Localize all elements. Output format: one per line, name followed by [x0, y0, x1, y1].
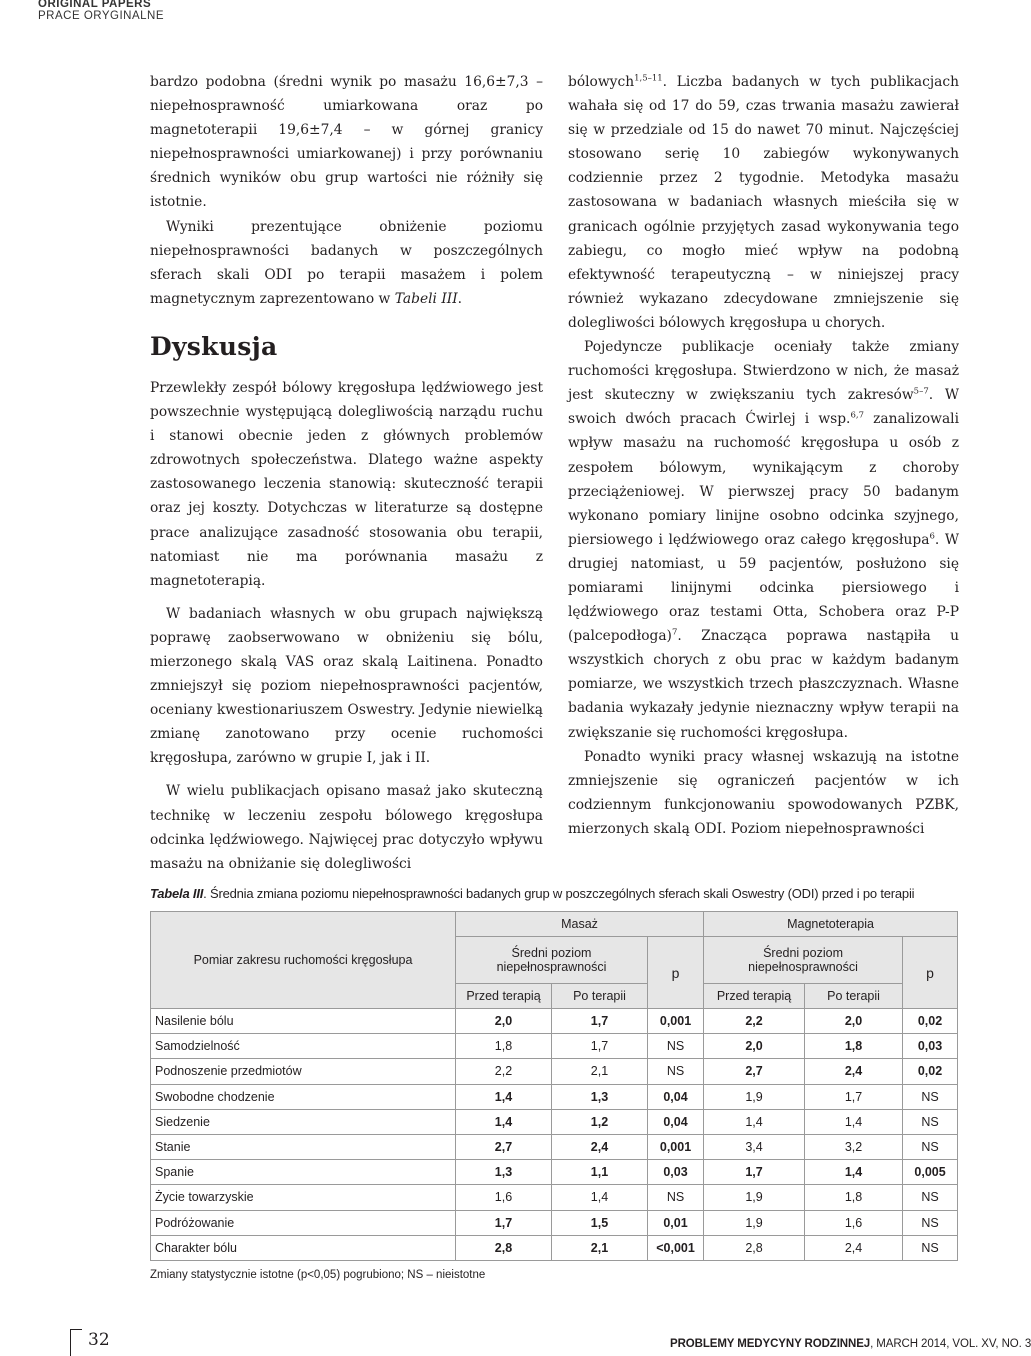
paragraph: [568, 335, 959, 745]
paragraph-text: Pojedyncze publikacje oceniały także zmiany ruchomości kręgosłupa. Stwierdzono w nich, że masaż jest skuteczny w zwiększaniu tych zakresów: [568, 339, 959, 404]
table-cell: 1,7: [456, 1210, 552, 1235]
table-row: [151, 1134, 958, 1159]
table-cell: 2,1: [552, 1235, 648, 1260]
column-header-after: Po terapii: [805, 984, 903, 1009]
row-label: Stanie: [151, 1134, 456, 1159]
table-cell: 2,4: [552, 1134, 648, 1159]
table-row: [151, 1059, 958, 1084]
column-header-mean-level: Średni poziom niepełnosprawności: [456, 937, 648, 984]
page-number: 32: [88, 1330, 110, 1350]
table-cell: NS: [648, 1034, 704, 1059]
table-cell: 1,6: [805, 1210, 903, 1235]
table-cell: 2,8: [704, 1235, 805, 1260]
table-cell: 1,5: [552, 1210, 648, 1235]
row-label: Podróżowanie: [151, 1210, 456, 1235]
table-cell: 1,3: [552, 1084, 648, 1109]
table-cell: 0,04: [648, 1084, 704, 1109]
column-header-before: Przed terapią: [704, 984, 805, 1009]
table-cell: NS: [648, 1059, 704, 1084]
table-cell: 0,005: [903, 1160, 958, 1185]
table-cell: 0,001: [648, 1009, 704, 1034]
table-cell: 1,9: [704, 1084, 805, 1109]
paragraph-text: . W swoich dwóch pracach Ćwirlej i wsp.: [568, 387, 960, 428]
header-section-pl: PRACE ORYGINALNE: [38, 10, 165, 22]
table-cell: 2,1: [552, 1059, 648, 1084]
table-row: [151, 1034, 958, 1059]
group-header-magnetotherapy: Magnetoterapia: [704, 912, 958, 937]
table-cell: 2,0: [805, 1009, 903, 1034]
citation: 5–7: [913, 386, 929, 397]
column-header-p: p: [903, 937, 958, 1009]
column-header-measure: Pomiar zakresu ruchomości kręgosłupa: [151, 912, 456, 1009]
table-caption-label: Tabela III: [150, 886, 204, 901]
table-cell: 1,8: [805, 1034, 903, 1059]
journal-issue: , MARCH 2014, VOL. XV, NO. 3: [870, 1338, 1031, 1350]
table-row: [151, 1210, 958, 1235]
table-cell: 2,7: [456, 1134, 552, 1159]
table-cell: <0,001: [648, 1235, 704, 1260]
column-header-after: Po terapii: [552, 984, 648, 1009]
table-cell: 1,1: [552, 1160, 648, 1185]
table-cell: 0,02: [903, 1059, 958, 1084]
group-header-massage: Masaż: [456, 912, 704, 937]
column-header-p: p: [648, 937, 704, 1009]
table-cell: 2,2: [456, 1059, 552, 1084]
table-cell: 1,8: [456, 1034, 552, 1059]
table-cell: 1,2: [552, 1109, 648, 1134]
table-row: [151, 1009, 958, 1034]
left-column: [150, 70, 543, 876]
table-cell: 1,9: [704, 1210, 805, 1235]
table-row: [151, 1084, 958, 1109]
paragraph-text: bólowych: [568, 74, 635, 90]
section-heading: Dyskusja: [150, 331, 278, 361]
paragraph: W wielu publikacjach opisano masaż jako skuteczną technikę w leczeniu zespołu bólowego kręgosłupa odcinka lędźwiowego. Najwięcej prac dotyczyło wpływu masażu na obniżanie się dolegliwości: [150, 783, 543, 872]
paragraph-text: zanalizowali wpływ masażu na ruchomość kręgosłupa u osób z zespołem bólowym, wynikającym z choroby przeciążeniowej. W pierwszej pracy 50 badanym wykonano pomiary linijne osobno odcinka szyjnego, piersiowego i lędźwiowego oraz całego kręgosłupa: [568, 411, 959, 548]
table-cell: 0,03: [903, 1034, 958, 1059]
paragraph-text: .: [457, 290, 463, 307]
column-header-mean-level: Średni poziom niepełnosprawności: [704, 937, 903, 984]
table-cell: 2,2: [704, 1009, 805, 1034]
header-section-en: ORIGINAL PAPERS: [38, 0, 152, 10]
footer-rule-vertical: [70, 1329, 71, 1356]
row-label: Podnoszenie przedmiotów: [151, 1059, 456, 1084]
table-caption: [150, 886, 960, 902]
table-cell: 1,4: [456, 1109, 552, 1134]
footer-rule-horizontal: [70, 1329, 82, 1330]
table-cell: 2,4: [805, 1235, 903, 1260]
table-cell: 1,7: [552, 1009, 648, 1034]
table-cell: 1,4: [805, 1160, 903, 1185]
column-header-before: Przed terapią: [456, 984, 552, 1009]
table-cell: 1,9: [704, 1185, 805, 1210]
row-label: Siedzenie: [151, 1109, 456, 1134]
table-cell: 1,4: [456, 1084, 552, 1109]
table-cell: 1,4: [552, 1185, 648, 1210]
table-header-row: [151, 912, 958, 937]
table-caption-text: . Średnia zmiana poziomu niepełnosprawności badanych grup w poszczególnych sferach skali Oswestry (ODI) przed i po terapii: [203, 886, 915, 901]
journal-title: PROBLEMY MEDYCYNY RODZINNEJ: [670, 1338, 871, 1350]
paragraph-text: Wyniki prezentujące obniżenie poziomu niepełnosprawności badanych w poszczególnych sferach skali ODI po terapii masażem i polem magnetycznym zaprezentowano w: [150, 218, 543, 307]
paragraph: W badaniach własnych w obu grupach największą poprawę zaobserwowano w obniżeniu się bólu, mierzonego skalą VAS oraz skalą Laitinena. Ponadto zmniejszył się poziom niepełnosprawności pacjentów, oceniany kwestionariuszem Oswestry. Jedynie niewielką zmianę zanotowano przy ocenie ruchomości kręgosłupa, zarówno w grupie I, jak i II.: [150, 605, 543, 767]
paragraph: [568, 70, 959, 335]
table-cell: NS: [903, 1109, 958, 1134]
results-table: [150, 911, 958, 1261]
table-cell: NS: [903, 1185, 958, 1210]
paragraph-text: . Znacząca poprawa nastąpiła u wszystkich chorych z obu prac w każdym badanym pomiarze, we wszystkich trzech płaszczyznach. Własne badania wykazały jedynie nieznaczny wpływ terapii na zwiększanie się ruchomości kręgosłupa.: [568, 628, 959, 741]
table-cell: 1,6: [456, 1185, 552, 1210]
row-label: Nasilenie bólu: [151, 1009, 456, 1034]
paragraph-text: . Liczba badanych w tych publikacjach wahała się od 17 do 59, czas trwania masażu zawierał się w przedziale od 15 do nawet 70 minut. Najczęściej stosowano serię 10 zabiegów wykonywanych codziennie przez 2 tygodnie. Metodyka masażu zastosowana w badaniach własnych mieściła się w granicach ogólnie przyjętych zasad wykonywania tego zabiegu, co mogło mieć wpływ na podobną efektywność terapeutyczną – w niniejszej pracy również wykazano zdecydowane zmniejszenie się dolegliwości bólowych kręgosłupa u chorych.: [568, 74, 959, 331]
table-cell: NS: [903, 1235, 958, 1260]
table-cell: 1,4: [805, 1109, 903, 1134]
table-body: [151, 1009, 958, 1261]
table-cell: 2,0: [456, 1009, 552, 1034]
paragraph: Ponadto wyniki pracy własnej wskazują na istotne zmniejszenie się ograniczeń pacjentów w ich codziennym funkcjonowaniu spowodowanych PZBK, mierzonych skalą ODI. Poziom niepełnosprawności: [568, 748, 959, 837]
table-cell: 1,8: [805, 1185, 903, 1210]
row-label: Spanie: [151, 1160, 456, 1185]
row-label: Charakter bólu: [151, 1235, 456, 1260]
table-row: [151, 1185, 958, 1210]
citation: 6,7: [850, 410, 864, 421]
table-cell: 0,03: [648, 1160, 704, 1185]
table-cell: 0,04: [648, 1109, 704, 1134]
table-row: [151, 1160, 958, 1185]
journal-footer: [670, 1337, 1031, 1351]
table-cell: 0,01: [648, 1210, 704, 1235]
citation: 1,5–11: [634, 73, 663, 84]
citation: 6: [929, 531, 935, 542]
table-cell: 2,8: [456, 1235, 552, 1260]
table-cell: 2,4: [805, 1059, 903, 1084]
paragraph: Przewlekły zespół bólowy kręgosłupa lędźwiowego jest powszechnie występującą dolegliwością narządu ruchu i stanowi obecnie jeden z głównych problemów zdrowotnych społeczeństwa. Dlatego ważne aspekty zastosowanego leczenia stanowią: skuteczność terapii oraz jej koszty. Dotychczas w literaturze są dostępne prace analizujące zasadność stosowania obu terapii, natomiast nie ma porównania masażu z magnetoterapią.: [150, 379, 543, 589]
row-label: Swobodne chodzenie: [151, 1084, 456, 1109]
table-row: [151, 1109, 958, 1134]
table-cell: 3,2: [805, 1134, 903, 1159]
right-column: [568, 70, 959, 841]
table-cell: 1,4: [704, 1109, 805, 1134]
table-cell: 3,4: [704, 1134, 805, 1159]
row-label: Samodzielność: [151, 1034, 456, 1059]
citation: 7: [671, 627, 678, 638]
paragraph: [150, 215, 543, 311]
table-cell: 1,7: [552, 1034, 648, 1059]
table-cell: 2,0: [704, 1034, 805, 1059]
table-cell: 0,02: [903, 1009, 958, 1034]
paragraph: bardzo podobna (średni wynik po masażu 16,6±7,3 – niepełnosprawność umiarkowana oraz po magnetoterapii 19,6±7,4 – w górnej granicy niepełnosprawności umiarkowanej) i przy porównaniu średnich wyników obu grup wartości nie różniły się istotnie.: [150, 74, 543, 211]
table-cell: 1,7: [704, 1160, 805, 1185]
table-note: Zmiany statystycznie istotne (p<0,05) pogrubiono; NS – nieistotne: [150, 1269, 486, 1281]
table-cell: NS: [903, 1084, 958, 1109]
table-cell: NS: [903, 1134, 958, 1159]
table-cell: NS: [648, 1185, 704, 1210]
table-cell: 1,7: [805, 1084, 903, 1109]
table-cell: 2,7: [704, 1059, 805, 1084]
table-cell: NS: [903, 1210, 958, 1235]
row-label: Życie towarzyskie: [151, 1185, 456, 1210]
table-reference: Tabeli III: [394, 290, 458, 307]
paragraph-text: . W drugiej natomiast, u 59 pacjentów, posłużono się pomiarami linijnymi odcinka piersiowego i lędźwiowego oraz testami Otta, Schobera oraz P-P (palcepodłoga): [568, 531, 960, 645]
table-row: [151, 1235, 958, 1260]
table-cell: 1,3: [456, 1160, 552, 1185]
running-header: [38, 0, 164, 22]
table-cell: 0,001: [648, 1134, 704, 1159]
